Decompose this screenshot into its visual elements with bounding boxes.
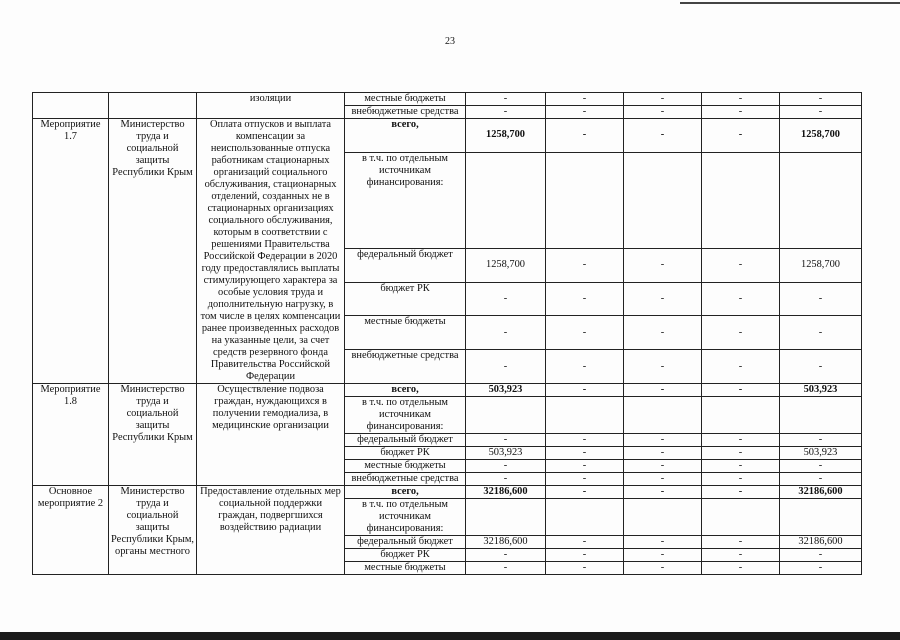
value-cell: -: [702, 549, 780, 562]
value-cell: -: [780, 562, 862, 575]
value-cell: -: [466, 282, 546, 316]
value-cell: -: [702, 460, 780, 473]
value-cell: -: [466, 316, 546, 350]
value-cell: -: [702, 248, 780, 282]
value-cell: -: [702, 93, 780, 106]
value-cell: -: [702, 434, 780, 447]
value-cell: -: [546, 562, 624, 575]
value-cell: -: [546, 350, 624, 384]
source-cell: федеральный бюджет: [345, 536, 466, 549]
source-cell: всего,: [345, 119, 466, 153]
value-cell: -: [780, 282, 862, 316]
scan-top-line: [680, 2, 900, 4]
value-cell: [546, 152, 624, 248]
scan-bottom-bar: [0, 632, 900, 640]
value-cell: [466, 397, 546, 434]
value-cell: -: [546, 447, 624, 460]
value-cell: -: [624, 562, 702, 575]
source-cell: всего,: [345, 486, 466, 499]
value-cell: -: [624, 460, 702, 473]
value-cell: [546, 397, 624, 434]
value-cell: -: [624, 248, 702, 282]
executor-cell: [109, 93, 197, 119]
source-cell: местные бюджеты: [345, 93, 466, 106]
value-cell: -: [546, 486, 624, 499]
value-cell: -: [624, 473, 702, 486]
value-cell: -: [546, 460, 624, 473]
value-cell: -: [702, 350, 780, 384]
value-cell: 32186,600: [466, 486, 546, 499]
value-cell: -: [546, 248, 624, 282]
value-cell: -: [546, 119, 624, 153]
source-cell: местные бюджеты: [345, 562, 466, 575]
value-cell: -: [546, 549, 624, 562]
description-cell: изоляции: [197, 93, 345, 119]
value-cell: -: [546, 282, 624, 316]
description-cell: Осуществление подвоза граждан, нуждающихся в получении гемодиализа, в медицинские организации: [197, 384, 345, 486]
source-cell: в т.ч. по отдельным источникам финансирования:: [345, 152, 466, 248]
source-cell: внебюджетные средства: [345, 473, 466, 486]
table-row: [33, 93, 862, 106]
executor-cell: Министерство труда и социальной защиты Республики Крым: [109, 384, 197, 486]
value-cell: [780, 152, 862, 248]
value-cell: 1258,700: [780, 248, 862, 282]
value-cell: 503,923: [466, 384, 546, 397]
value-cell: -: [546, 536, 624, 549]
value-cell: 503,923: [466, 447, 546, 460]
source-cell: в т.ч. по отдельным источникам финансирования:: [345, 499, 466, 536]
value-cell: 32186,600: [780, 486, 862, 499]
number-cell: Мероприятие 1.8: [33, 384, 109, 486]
value-cell: [702, 499, 780, 536]
value-cell: -: [466, 460, 546, 473]
value-cell: -: [624, 384, 702, 397]
value-cell: -: [466, 93, 546, 106]
value-cell: -: [624, 93, 702, 106]
value-cell: [702, 397, 780, 434]
value-cell: -: [624, 316, 702, 350]
value-cell: -: [624, 549, 702, 562]
value-cell: -: [780, 549, 862, 562]
value-cell: -: [624, 119, 702, 153]
value-cell: 503,923: [780, 447, 862, 460]
value-cell: [780, 499, 862, 536]
value-cell: 1258,700: [466, 119, 546, 153]
value-cell: [466, 499, 546, 536]
value-cell: -: [546, 434, 624, 447]
page-number: 23: [445, 36, 455, 47]
value-cell: -: [546, 384, 624, 397]
value-cell: -: [780, 473, 862, 486]
value-cell: -: [466, 562, 546, 575]
value-cell: -: [780, 350, 862, 384]
budget-table: [32, 92, 862, 575]
value-cell: -: [624, 350, 702, 384]
value-cell: -: [702, 562, 780, 575]
value-cell: -: [624, 536, 702, 549]
budget-table-wrapper: [32, 92, 862, 575]
source-cell: федеральный бюджет: [345, 434, 466, 447]
value-cell: [546, 499, 624, 536]
source-cell: внебюджетные средства: [345, 350, 466, 384]
executor-cell: Министерство труда и социальной защиты Республики Крым, органы местного: [109, 486, 197, 575]
value-cell: -: [546, 106, 624, 119]
value-cell: -: [702, 447, 780, 460]
value-cell: -: [780, 316, 862, 350]
value-cell: 32186,600: [780, 536, 862, 549]
value-cell: 503,923: [780, 384, 862, 397]
value-cell: -: [546, 93, 624, 106]
value-cell: [466, 152, 546, 248]
description-cell: Предоставление отдельных мер социальной поддержки граждан, подвергшихся воздействию радиации: [197, 486, 345, 575]
value-cell: 32186,600: [466, 536, 546, 549]
value-cell: -: [546, 316, 624, 350]
value-cell: -: [466, 106, 546, 119]
value-cell: -: [624, 282, 702, 316]
source-cell: федеральный бюджет: [345, 248, 466, 282]
value-cell: -: [624, 447, 702, 460]
value-cell: -: [466, 350, 546, 384]
value-cell: -: [702, 536, 780, 549]
number-cell: [33, 93, 109, 119]
value-cell: -: [624, 486, 702, 499]
value-cell: 1258,700: [466, 248, 546, 282]
source-cell: всего,: [345, 384, 466, 397]
value-cell: [624, 499, 702, 536]
value-cell: -: [466, 473, 546, 486]
executor-cell: Министерство труда и социальной защиты Республики Крым: [109, 119, 197, 384]
number-cell: Мероприятие 1.7: [33, 119, 109, 384]
source-cell: бюджет РК: [345, 282, 466, 316]
value-cell: -: [702, 486, 780, 499]
table-row: [33, 119, 862, 153]
description-cell: Оплата отпусков и выплата компенсации за неиспользованные отпуска работникам стационарных организаций социального обслуживания, стационарных отделений, созданных не в стационарных организациях социального обслуживания, которым в соответствии с решениями Правительства Российской Федерации в 2020 году предоставлялись выплаты стимулирующего характера за особые условия труда и дополнительную нагрузку, в том числе в целях компенсации ранее произведенных расходов на указанные цели, за счет средств резервного фонда Правительства Российской Федерации: [197, 119, 345, 384]
source-cell: внебюджетные средства: [345, 106, 466, 119]
source-cell: местные бюджеты: [345, 316, 466, 350]
value-cell: -: [702, 316, 780, 350]
value-cell: -: [702, 106, 780, 119]
value-cell: -: [780, 106, 862, 119]
value-cell: -: [780, 93, 862, 106]
table-row: [33, 486, 862, 499]
source-cell: бюджет РК: [345, 549, 466, 562]
value-cell: -: [702, 282, 780, 316]
source-cell: в т.ч. по отдельным источникам финансирования:: [345, 397, 466, 434]
value-cell: -: [466, 434, 546, 447]
number-cell: Основное мероприятие 2: [33, 486, 109, 575]
value-cell: [702, 152, 780, 248]
value-cell: -: [466, 549, 546, 562]
source-cell: бюджет РК: [345, 447, 466, 460]
value-cell: [624, 152, 702, 248]
value-cell: [624, 397, 702, 434]
value-cell: 1258,700: [780, 119, 862, 153]
value-cell: -: [780, 434, 862, 447]
value-cell: [780, 397, 862, 434]
source-cell: местные бюджеты: [345, 460, 466, 473]
value-cell: -: [702, 119, 780, 153]
table-row: [33, 384, 862, 397]
budget-table-body: [33, 93, 862, 575]
value-cell: -: [624, 434, 702, 447]
value-cell: -: [702, 473, 780, 486]
value-cell: -: [780, 460, 862, 473]
value-cell: -: [546, 473, 624, 486]
value-cell: -: [624, 106, 702, 119]
value-cell: -: [702, 384, 780, 397]
